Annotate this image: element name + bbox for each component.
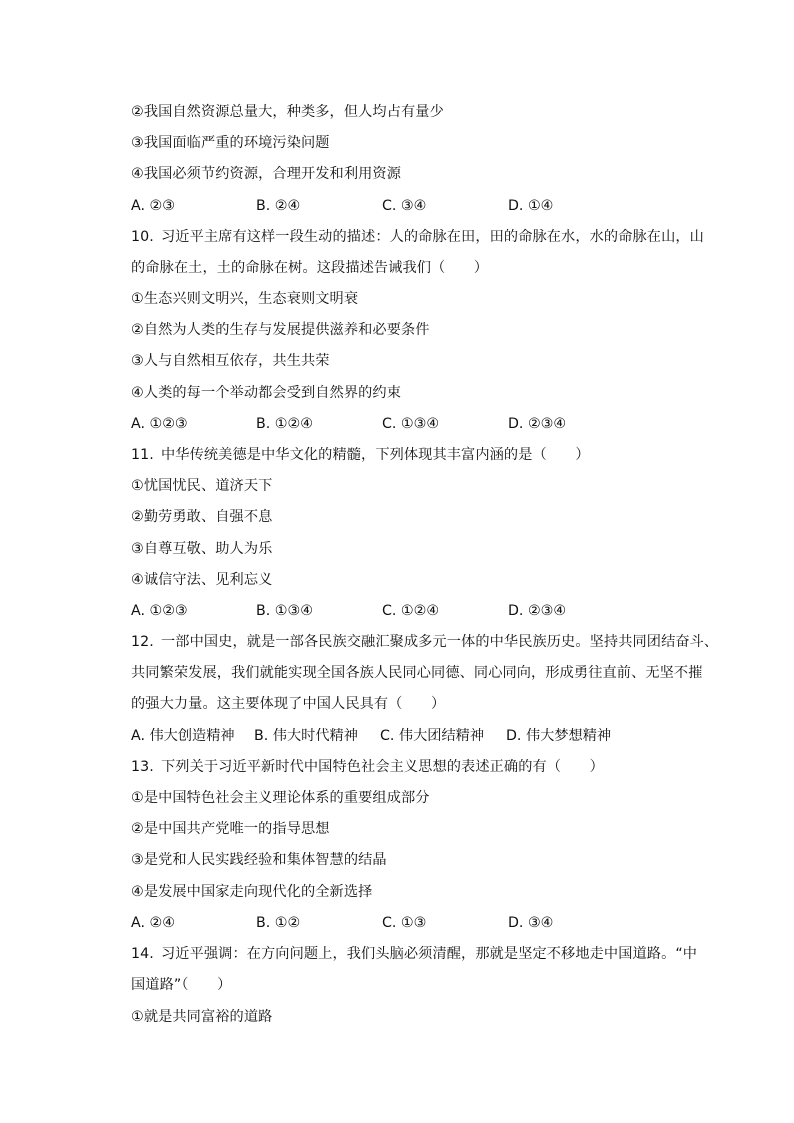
q12-stem-text-1: 一部中国史，就是一部各民族交融汇聚成多元一体的中华民族历史。坚持共同团结奋斗、 — [161, 634, 719, 650]
q9-option-c: C. ③④ — [382, 198, 427, 214]
q13-number: 13. — [131, 759, 154, 775]
q10-option-b: B. ①②④ — [256, 416, 313, 432]
q12-options — [131, 726, 711, 746]
q13-option-c: C. ①③ — [382, 915, 427, 931]
q9-option-b: B. ②④ — [256, 198, 301, 214]
q11-option-b: B. ①③④ — [256, 603, 313, 619]
q11-option-a: A. ①②③ — [131, 603, 188, 619]
q10-option-d: D. ②③④ — [508, 416, 567, 432]
q14-number: 14. — [131, 946, 154, 962]
q9-options — [131, 196, 711, 216]
q10-option-a: A. ①②③ — [131, 416, 188, 432]
q12-stem-line-3: 的强大力量。这主要体现了中国人民具有（ ） — [131, 696, 446, 712]
q11-option-c: C. ①②④ — [382, 603, 440, 619]
q12-option-c: C. 伟大团结精神 — [380, 728, 485, 744]
q13-stem-text-1: 下列关于习近平新时代中国特色社会主义思想的表述正确的有（ ） — [161, 759, 604, 775]
q11-statement-4: ④诚信守法、见利忘义 — [131, 572, 273, 588]
q10-statement-3: ③人与自然相互依存，共生共荣 — [131, 353, 330, 369]
q11-options — [131, 601, 711, 621]
q9-option-a: A. ②③ — [131, 198, 175, 214]
q10-statement-1: ①生态兴则文明兴，生态衰则文明衰 — [131, 291, 359, 307]
q13-option-b: B. ①② — [256, 915, 301, 931]
q13-statement-4: ④是发展中国家走向现代化的全新选择 — [131, 884, 373, 900]
q11-stem-line-1 — [131, 445, 697, 465]
q13-option-d: D. ③④ — [508, 915, 554, 931]
q9-statement-2: ②我国自然资源总量大，种类多，但人均占有量少 — [131, 104, 444, 120]
q11-statement-2: ②勤劳勇敢、自强不息 — [131, 509, 273, 525]
q10-stem-text-1: 习近平主席有这样一段生动的描述：人的命脉在田，田的命脉在水，水的命脉在山，山 — [161, 229, 704, 245]
q10-statement-2: ②自然为人类的生存与发展提供滋养和必要条件 — [131, 322, 430, 338]
q10-option-c: C. ①③④ — [382, 416, 440, 432]
q11-option-d: D. ②③④ — [508, 603, 567, 619]
q11-statement-3: ③自尊互敬、助人为乐 — [131, 541, 273, 557]
q13-statement-1: ①是中国特色社会主义理论体系的重要组成部分 — [131, 790, 430, 806]
q11-statement-1: ①忧国忧民、道济天下 — [131, 478, 273, 494]
q12-number: 12. — [131, 634, 154, 650]
q9-option-d: D. ①④ — [508, 198, 554, 214]
q9-statement-3: ③我国面临严重的环境污染问题 — [131, 135, 330, 151]
q13-stem-line-1 — [131, 757, 697, 777]
q12-stem-line-2: 共同繁荣发展，我们就能实现全国各族人民同心同德、同心同向，形成勇往直前、无坚不摧 — [131, 665, 703, 681]
q12-option-a: A. 伟大创造精神 — [131, 728, 235, 744]
q10-options — [131, 414, 711, 434]
q14-stem-line-2: 国道路”（ ） — [131, 977, 232, 993]
q11-number: 11. — [131, 447, 154, 463]
q10-statement-4: ④人类的每一个举动都会受到自然界的约束 — [131, 385, 401, 401]
q13-statement-2: ②是中国共产党唯一的指导思想 — [131, 821, 330, 837]
q14-statement-1: ①就是共同富裕的道路 — [131, 1009, 273, 1025]
q12-option-d: D. 伟大梦想精神 — [506, 728, 612, 744]
q12-option-b: B. 伟大时代精神 — [254, 728, 358, 744]
q10-number: 10. — [131, 229, 154, 245]
q13-options — [131, 913, 711, 933]
q13-option-a: A. ②④ — [131, 915, 175, 931]
q9-statement-4: ④我国必须节约资源，合理开发和利用资源 — [131, 166, 401, 182]
q12-stem-line-1 — [131, 632, 719, 652]
q11-stem-text-1: 中华传统美德是中华文化的精髓，下列体现其丰富内涵的是（ ） — [161, 447, 590, 463]
q13-statement-3: ③是党和人民实践经验和集体智慧的结晶 — [131, 852, 387, 868]
q10-stem-line-2: 的命脉在土，土的命脉在树。这段描述告诫我们（ ） — [131, 260, 489, 276]
q14-stem-line-1 — [131, 944, 697, 964]
q10-stem-line-1 — [131, 227, 704, 247]
q14-stem-text-1: 习近平强调：在方向问题上，我们头脑必须清醒，那就是坚定不移地走中国道路。“中 — [161, 946, 698, 962]
